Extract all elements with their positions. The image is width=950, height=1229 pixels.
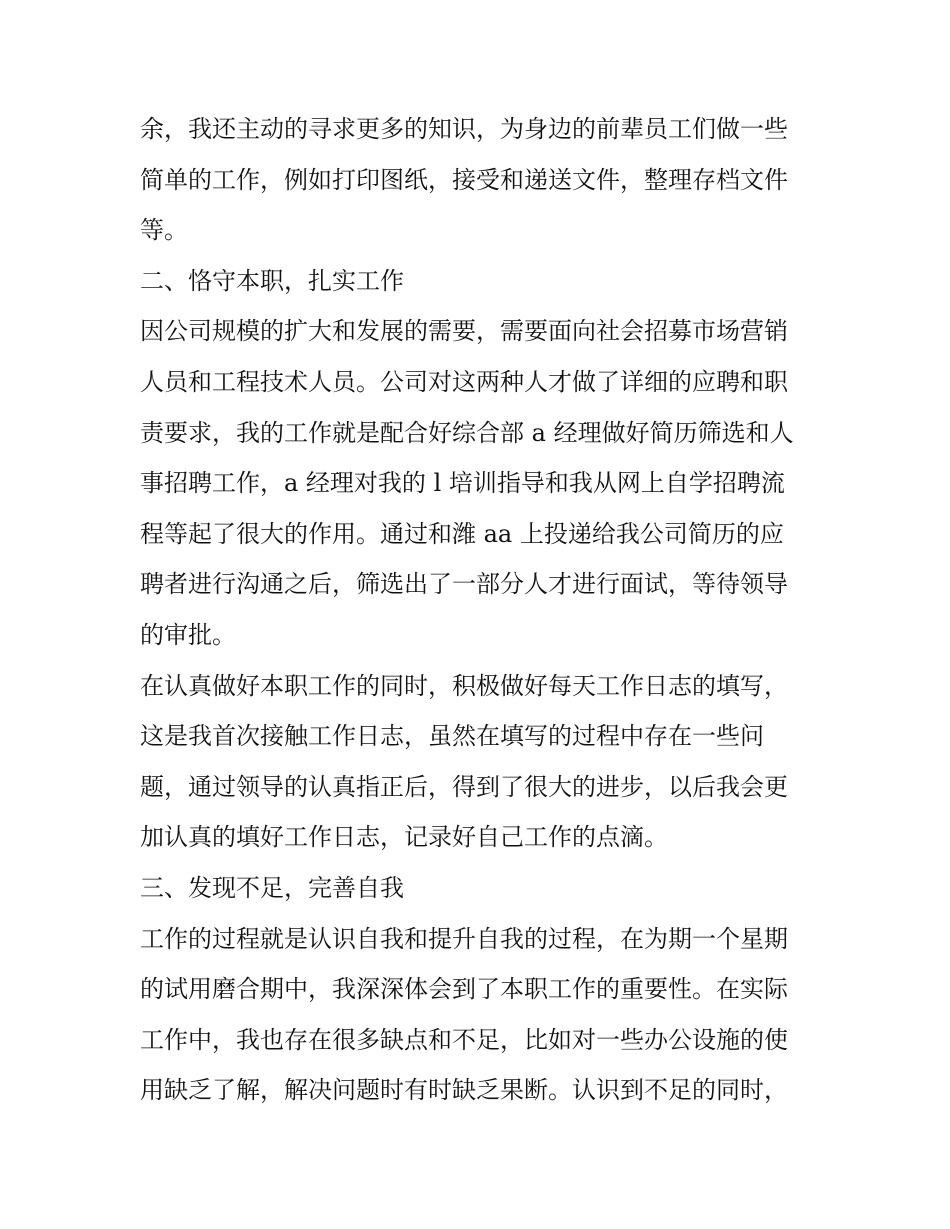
text-line: 这是我首次接触工作日志，虽然在填写的过程中存在一些问 <box>140 722 764 751</box>
text-line: 人员和工程技术人员。公司对这两种人才做了详细的应聘和职 <box>140 367 788 396</box>
text-line: 等。 <box>140 216 188 245</box>
section-heading: 三、发现不足，完善自我 <box>140 873 404 902</box>
text-line: 的审批。 <box>140 620 236 649</box>
text-line: 的试用磨合期中，我深深体会到了本职工作的重要性。在实际 <box>140 975 788 1004</box>
text-line: 工作的过程就是认识自我和提升自我的过程，在为期一个星期 <box>140 924 788 953</box>
text-line: 事招聘工作，a 经理对我的 l 培训指导和我从网上自学招聘流 <box>140 469 785 498</box>
text-line: 余，我还主动的寻求更多的知识，为身边的前辈员工们做一些 <box>140 115 788 143</box>
text-line: 程等起了很大的作用。通过和潍 aa 上投递给我公司简历的应 <box>140 519 784 548</box>
text-line: 简单的工作，例如打印图纸，接受和递送文件，整理存档文件 <box>140 165 788 194</box>
text-line: 因公司规模的扩大和发展的需要，需要面向社会招募市场营销 <box>140 317 788 346</box>
text-line: 在认真做好本职工作的同时，积极做好每天工作日志的填写， <box>140 671 788 700</box>
section-heading: 二、恪守本职，扎实工作 <box>140 266 404 295</box>
text-line: 用缺乏了解，解决问题时有时缺乏果断。认识到不足的同时， <box>140 1076 788 1105</box>
text-line: 责要求，我的工作就是配合好综合部 a 经理做好简历筛选和人 <box>140 418 794 447</box>
text-line: 聘者进行沟通之后，筛选出了一部分人才进行面试，等待领导 <box>140 570 788 599</box>
text-line: 工作中，我也存在很多缺点和不足，比如对一些办公设施的使 <box>140 1025 788 1054</box>
text-line: 加认真的填好工作日志，记录好自己工作的点滴。 <box>140 823 668 852</box>
text-line: 题，通过领导的认真指正后，得到了很大的进步，以后我会更 <box>140 772 788 801</box>
document-body <box>140 104 812 1116</box>
